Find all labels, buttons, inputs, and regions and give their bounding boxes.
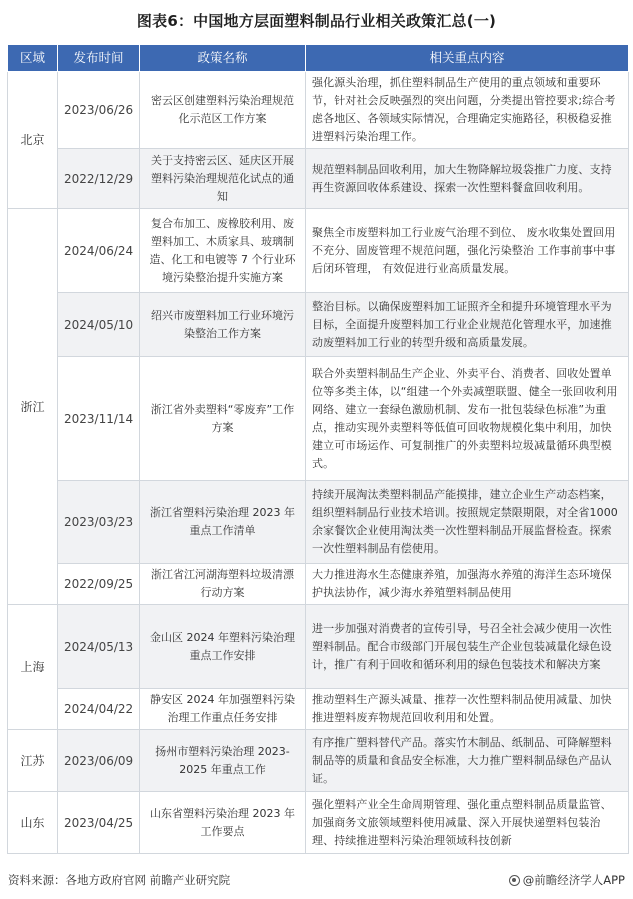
brand-label: @前瞻经济学人APP	[522, 873, 625, 887]
source-note: 资料来源：各地方政府官网 前瞻产业研究院	[8, 873, 231, 887]
content-cell: 整治目标。以确保废塑料加工证照齐全和提升环境管理水平为目标，全面提升废塑料加工行业企业规范化管理水平，加速推动废塑料加工行业的转型升级和高质量发展。	[306, 293, 629, 357]
table-row	[8, 357, 629, 481]
date-cell: 2024/04/22	[58, 689, 140, 730]
date-cell: 2023/03/23	[58, 481, 140, 564]
table-row	[8, 293, 629, 357]
date-cell: 2024/06/24	[58, 209, 140, 293]
content-cell: 规范塑料制品回收利用，加大生物降解垃圾袋推广力度、支持再生资源回收体系建设、探索一次性塑料餐盒回收利用。	[306, 149, 629, 209]
content-cell: 强化塑料产业全生命周期管理、强化重点塑料制品质量监管、加强商务文旅领域塑料使用减量、深入开展快递塑料包装治理、持续推进塑料污染治理领域科技创新	[306, 792, 629, 854]
policy-table	[7, 44, 629, 854]
content-cell: 大力推进海水生态健康养殖，加强海水养殖的海洋生态环境保护执法协作，减少海水养殖塑料制品使用	[306, 564, 629, 605]
table-row	[8, 689, 629, 730]
date-cell: 2023/11/14	[58, 357, 140, 481]
content-cell: 推动塑料生产源头减量、推荐一次性塑料制品使用减量、加快推进塑料废弃物规范回收利用和处置。	[306, 689, 629, 730]
policy-name-cell: 关于支持密云区、延庆区开展塑料污染治理规范化试点的通知	[140, 149, 306, 209]
region-cell: 浙江	[8, 209, 58, 605]
region-cell: 江苏	[8, 730, 58, 792]
date-cell: 2022/12/29	[58, 149, 140, 209]
policy-name-cell: 密云区创建塑料污染治理规范化示范区工作方案	[140, 72, 306, 149]
policy-name-cell: 扬州市塑料污染治理 2023-2025 年重点工作	[140, 730, 306, 792]
content-cell: 有序推广塑料替代产品。落实竹木制品、纸制品、可降解塑料制品等的质量和食品安全标准，大力推广塑料制品绿色产品认证。	[306, 730, 629, 792]
header-key-content: 相关重点内容	[306, 45, 629, 72]
table-row	[8, 730, 629, 792]
brand-credit	[509, 872, 625, 888]
table-row	[8, 149, 629, 209]
region-cell: 上海	[8, 605, 58, 730]
date-cell: 2023/04/25	[58, 792, 140, 854]
policy-name-cell: 浙江省外卖塑料“零废弃”工作方案	[140, 357, 306, 481]
content-cell: 联合外卖塑料制品生产企业、外卖平台、消费者、回收处置单位等多类主体，以“组建一个外卖减塑联盟、健全一张回收利用网络、建立一套绿色激励机制、发布一批包装绿色标准”为重点，推动实现外卖塑料等低值可回收物规模化集中利用，加快建立可市场运作、可复制推广的外卖塑料垃圾减量循环典型模式。	[306, 357, 629, 481]
header-region: 区域	[8, 45, 58, 72]
page-title: 图表6：中国地方层面塑料制品行业相关政策汇总(一)	[136, 12, 497, 30]
table-row	[8, 72, 629, 149]
content-cell: 强化源头治理，抓住塑料制品生产使用的重点领域和重要环节，针对社会反映强烈的突出问题，分类提出管控要求;综合考虑各地区、各领域实际情况，合理确定实施路径，积极稳妥推进塑料污染治理工作。	[306, 72, 629, 149]
content-cell: 聚焦全市废塑料加工行业废气治理不到位、 废水收集处置回用不充分、固废管理不规范问题，强化污染整治 工作事前事中事后闭环管理， 有效促进行业高质量发展。	[306, 209, 629, 293]
policy-name-cell: 复合布加工、废橡胶利用、废塑料加工、木质家具、玻璃制造、化工和电镀等 7 个行业环境污染整治提升实施方案	[140, 209, 306, 293]
policy-name-cell: 绍兴市废塑料加工行业环境污染整治工作方案	[140, 293, 306, 357]
date-cell: 2024/05/13	[58, 605, 140, 689]
header-policy-name: 政策名称	[140, 45, 306, 72]
policy-name-cell: 静安区 2024 年加强塑料污染治理工作重点任务安排	[140, 689, 306, 730]
brand-logo-icon	[509, 875, 520, 886]
policy-name-cell: 浙江省江河湖海塑料垃圾清漂行动方案	[140, 564, 306, 605]
table-row	[8, 605, 629, 689]
header-date: 发布时间	[58, 45, 140, 72]
date-cell: 2024/05/10	[58, 293, 140, 357]
date-cell: 2023/06/26	[58, 72, 140, 149]
table-row	[8, 481, 629, 564]
content-cell: 进一步加强对消费者的宣传引导，号召全社会减少使用一次性塑料制品。配合市级部门开展包装生产企业包装减量化绿色设计，推广有利于回收和循环利用的绿色包装技术和解决方案	[306, 605, 629, 689]
policy-name-cell: 浙江省塑料污染治理 2023 年重点工作清单	[140, 481, 306, 564]
table-header-row	[8, 45, 629, 72]
content-cell: 持续开展淘汰类塑料制品产能摸排，建立企业生产动态档案，组织塑料制品行业技术培训。按照规定禁限期限，对全省1000余家餐饮企业使用淘汰类一次性塑料制品开展监督检查。探索一次性塑料制品有偿使用。	[306, 481, 629, 564]
table-row	[8, 792, 629, 854]
region-cell: 北京	[8, 72, 58, 209]
policy-name-cell: 金山区 2024 年塑料污染治理重点工作安排	[140, 605, 306, 689]
date-cell: 2023/06/09	[58, 730, 140, 792]
policy-name-cell: 山东省塑料污染治理 2023 年工作要点	[140, 792, 306, 854]
region-cell: 山东	[8, 792, 58, 854]
table-row	[8, 209, 629, 293]
table-row	[8, 564, 629, 605]
date-cell: 2022/09/25	[58, 564, 140, 605]
